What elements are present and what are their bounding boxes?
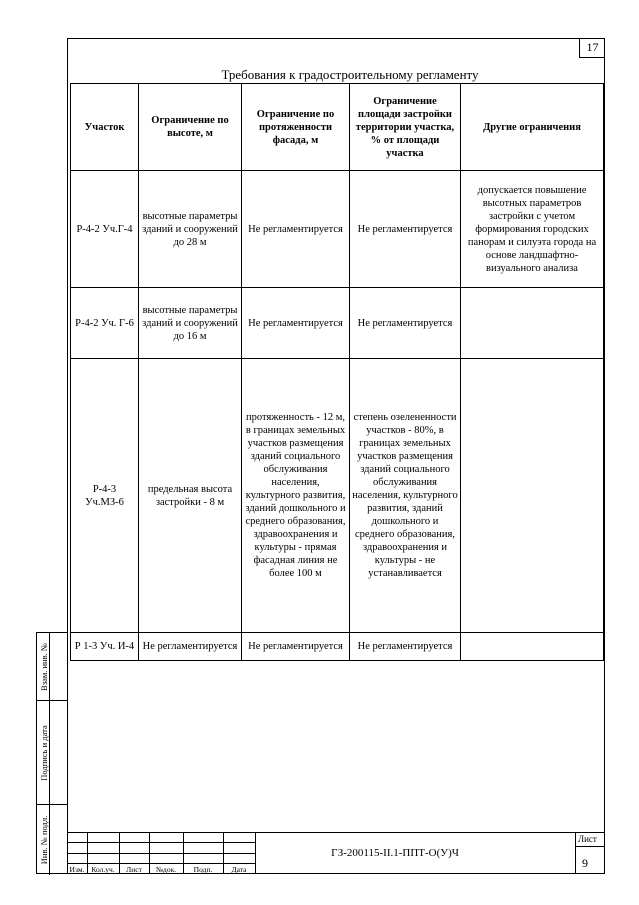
document-code: ГЗ-200115-II.1-ППТ-О(У)Ч	[331, 847, 459, 859]
cell-plot: Р-4-2 Уч.Г-4	[71, 171, 139, 288]
cell-facade: Не регламентируется	[242, 171, 350, 288]
table-header-row	[71, 84, 604, 171]
cell-other	[461, 633, 604, 661]
margin-cell	[37, 633, 68, 701]
table-title: Требования к градостроительному регламенту	[221, 67, 479, 82]
cell-area: Не регламентируется	[350, 633, 461, 661]
stamp-caption-docnum: №док.	[155, 865, 177, 874]
stamp-caption-signature: Подп.	[193, 865, 213, 874]
cell-area: Не регламентируется	[350, 171, 461, 288]
cell-plot: Р-4-3 Уч.МЗ-6	[71, 359, 139, 633]
cell-other	[461, 288, 604, 359]
header-plot: Участок	[71, 84, 139, 171]
table-row	[71, 359, 604, 633]
margin-cell	[37, 701, 68, 805]
margin-label-replacement: Взам. инв. №	[38, 642, 49, 691]
cell-facade: Не регламентируется	[242, 633, 350, 661]
cell-other	[461, 359, 604, 633]
cell-plot: Р 1-3 Уч. И-4	[71, 633, 139, 661]
stamp-caption-date: Дата	[231, 865, 247, 874]
table-row	[71, 288, 604, 359]
sheet-label: Лист	[578, 834, 597, 844]
stamp-caption-change: Изм.	[69, 865, 85, 874]
cell-plot: Р-4-2 Уч. Г-6	[71, 288, 139, 359]
header-facade-limit: Ограничение по протяженности фасада, м	[242, 84, 350, 171]
header-area-limit: Ограничение площади застройки территории участка, % от площади участка	[350, 84, 461, 171]
left-margin-stamp	[36, 632, 67, 874]
cell-height: высотные параметры зданий и сооружений до 16 м	[139, 288, 242, 359]
header-height-limit: Ограничение по высоте, м	[139, 84, 242, 171]
sheet-number: 9	[582, 856, 588, 870]
cell-area: степень озелененности участков - 80%, в границах земельных участков размещения зданий социального обслуживания населения, культурного развития, зданий дошкольного и среднего образования, здравоохранения и культуры - не устанавливается	[350, 359, 461, 633]
cell-area: Не регламентируется	[350, 288, 461, 359]
cell-other: допускается повышение высотных параметров застройки с учетом формирования городских панорам и силуэта города на основе ландшафтно-визуального анализа	[461, 171, 604, 288]
cell-height: Не регламентируется	[139, 633, 242, 661]
cell-facade: Не регламентируется	[242, 288, 350, 359]
cell-height: высотные параметры зданий и сооружений до 28 м	[139, 171, 242, 288]
header-other-limits: Другие ограничения	[461, 84, 604, 171]
regulation-table	[70, 83, 604, 661]
cell-height: предельная высота застройки - 8 м	[139, 359, 242, 633]
margin-label-inventory: Инв. № подл.	[38, 815, 49, 865]
stamp-caption-sheet: Лист	[126, 865, 142, 874]
page-number: 17	[579, 38, 605, 58]
stamp-caption-count: Кол.уч.	[91, 865, 115, 874]
table-row	[71, 171, 604, 288]
margin-cell	[37, 805, 68, 875]
table-row	[71, 633, 604, 661]
cell-facade: протяженность - 12 м, в границах земельных участков размещения зданий социального обслуживания населения, культурного развития, зданий дошкольного и среднего образования, здравоохранения и культуры - прямая фасадная линия не более 100 м	[242, 359, 350, 633]
margin-label-signature-date: Подпись и дата	[38, 724, 49, 781]
